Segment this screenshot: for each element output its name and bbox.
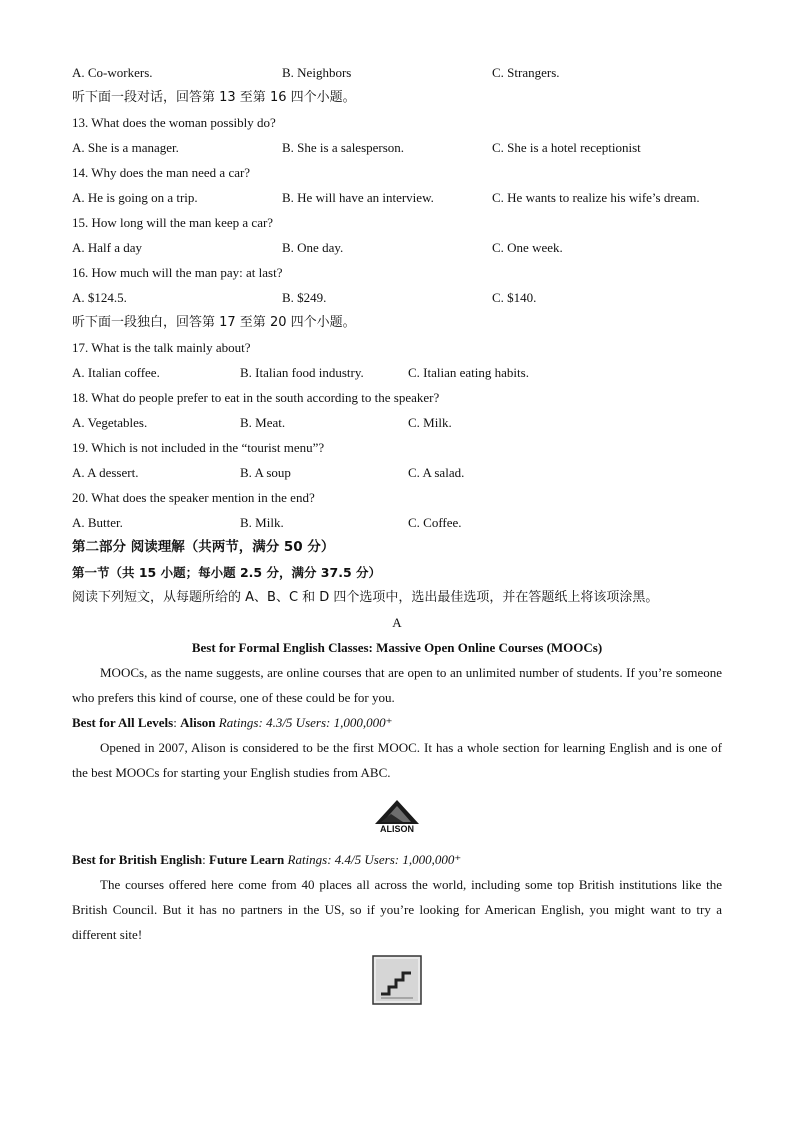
futurelearn-logo-icon — [371, 954, 423, 1006]
intro-13-16: 听下面一段对话，回答第 13 至第 16 四个小题。 — [72, 90, 356, 105]
q14-option-a: A. He is going on a trip. — [72, 190, 198, 205]
intro-paragraph: MOOCs, as the name suggests, are online courses that are open to an unlimited number of students. If you’re someone who prefers this kind of course, one of these could be for you. — [72, 665, 722, 705]
q14-options — [72, 185, 722, 210]
futurelearn-paragraph: The courses offered here come from 40 places all across the world, including some top British institutions like the British Council. But it has no partners in the US, so if you’re looking for American English, you might want to try a different site! — [72, 877, 722, 942]
section-one-title: 第一节（共 15 小题；每小题 2.5 分，满分 37.5 分） — [72, 565, 381, 580]
q18-options — [72, 410, 722, 435]
q19-text: 19. Which is not included in the “tourist menu”? — [72, 440, 325, 455]
q13-text: 13. What does the woman possibly do? — [72, 115, 276, 130]
q12-options — [72, 60, 722, 85]
futurelearn-name: Future Learn — [209, 852, 285, 867]
q20-option-c: C. Coffee. — [408, 515, 462, 530]
futurelearn-label: Best for British English — [72, 852, 203, 867]
alison-logo-text: ALISON — [379, 824, 415, 834]
q19-option-c: C. A salad. — [408, 465, 465, 480]
alison-ratings: Ratings: 4.3/5 Users: 1,000,000⁺ — [218, 715, 393, 730]
q18-option-c: C. Milk. — [408, 415, 452, 430]
q16-text: 16. How much will the man pay: at last? — [72, 265, 283, 280]
alison-label: Best for All Levels — [72, 715, 174, 730]
exam-page — [72, 60, 722, 1013]
futurelearn-ratings: Ratings: 4.4/5 Users: 1,000,000⁺ — [287, 852, 462, 867]
q20-text: 20. What does the speaker mention in the end? — [72, 490, 315, 505]
q15-option-c: C. One week. — [492, 240, 563, 255]
q20-option-b: B. Milk. — [240, 515, 284, 530]
q16-option-b: B. $249. — [282, 290, 327, 305]
q19-option-a: A. A dessert. — [72, 465, 139, 480]
q20-option-a: A. Butter. — [72, 515, 123, 530]
q18-text: 18. What do people prefer to eat in the south according to the speaker? — [72, 390, 440, 405]
q19-options — [72, 460, 722, 485]
alison-heading: Best for All Levels: Alison Ratings: 4.3/5 Users: 1,000,000⁺ — [72, 715, 393, 730]
q17-option-b: B. Italian food industry. — [240, 365, 364, 380]
q13-options — [72, 135, 722, 160]
q14-text: 14. Why does the man need a car? — [72, 165, 251, 180]
q13-option-a: A. She is a manager. — [72, 140, 179, 155]
q14-option-b: B. He will have an interview. — [282, 190, 434, 205]
q12-option-c: C. Strangers. — [492, 65, 560, 80]
futurelearn-heading: Best for British English: Future Learn Ratings: 4.4/5 Users: 1,000,000⁺ — [72, 852, 462, 867]
q16-options — [72, 285, 722, 310]
q12-option-b: B. Neighbors — [282, 65, 352, 80]
futurelearn-logo — [72, 947, 722, 1013]
q20-options — [72, 510, 722, 535]
part-two-title: 第二部分 阅读理解（共两节，满分 50 分） — [72, 539, 335, 555]
q17-option-c: C. Italian eating habits. — [408, 365, 529, 380]
alison-logo-icon — [367, 796, 427, 836]
q17-option-a: A. Italian coffee. — [72, 365, 160, 380]
passage-letter: A — [392, 615, 402, 630]
intro-17-20: 听下面一段独白，回答第 17 至第 20 四个小题。 — [72, 315, 356, 330]
alison-logo — [72, 785, 722, 847]
alison-paragraph: Opened in 2007, Alison is considered to be the first MOOC. It has a whole section for learning English and is one of the best MOOCs for starting your English studies from ABC. — [72, 740, 722, 780]
q15-option-a: A. Half a day — [72, 240, 143, 255]
q17-text: 17. What is the talk mainly about? — [72, 340, 251, 355]
reading-instructions: 阅读下列短文，从每题所给的 A、B、C 和 D 四个选项中，选出最佳选项，并在答题纸上将该项涂黑。 — [72, 590, 659, 605]
q15-text: 15. How long will the man keep a car? — [72, 215, 274, 230]
q16-option-c: C. $140. — [492, 290, 537, 305]
alison-name: Alison — [180, 715, 216, 730]
q17-options — [72, 360, 722, 385]
q16-option-a: A. $124.5. — [72, 290, 127, 305]
q19-option-b: B. A soup — [240, 465, 291, 480]
passage-title: Best for Formal English Classes: Massive Open Online Courses (MOOCs) — [191, 640, 603, 655]
q15-option-b: B. One day. — [282, 240, 344, 255]
q14-option-c: C. He wants to realize his wife’s dream. — [492, 190, 700, 205]
q15-options — [72, 235, 722, 260]
q13-option-b: B. She is a salesperson. — [282, 140, 405, 155]
q18-option-a: A. Vegetables. — [72, 415, 148, 430]
q13-option-c: C. She is a hotel receptionist — [492, 140, 641, 155]
q18-option-b: B. Meat. — [240, 415, 286, 430]
q12-option-a: A. Co-workers. — [72, 65, 153, 80]
